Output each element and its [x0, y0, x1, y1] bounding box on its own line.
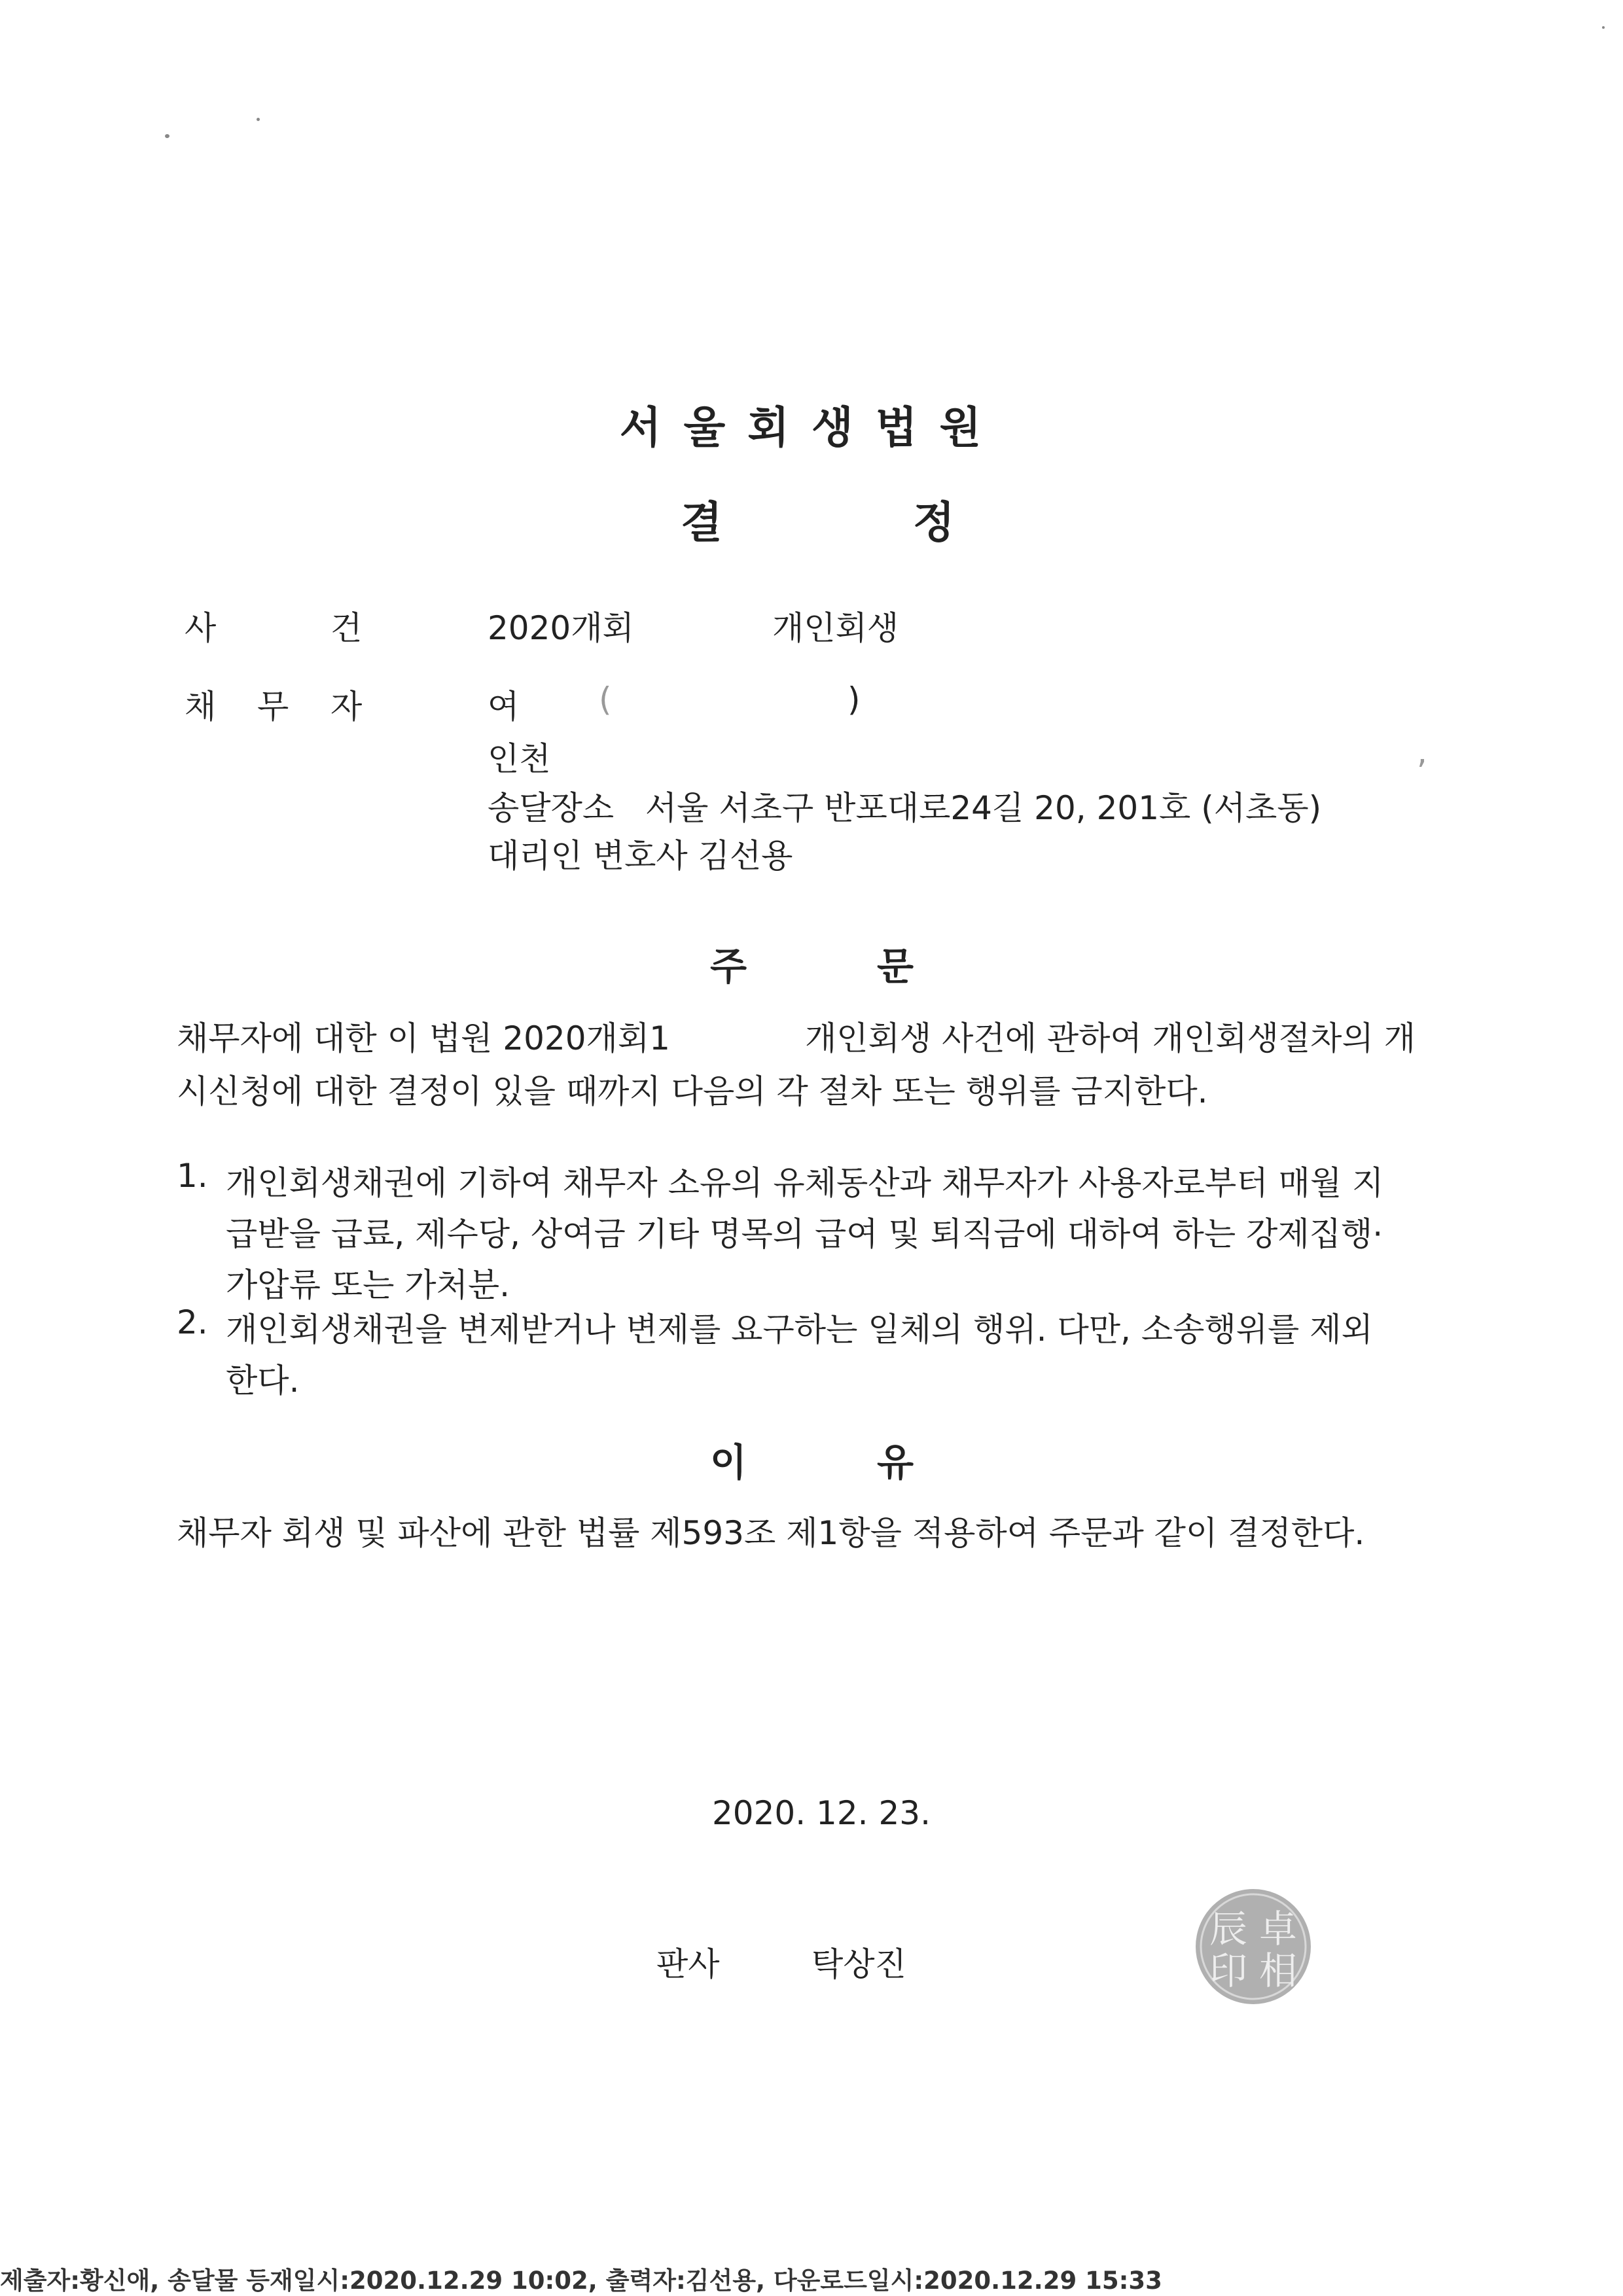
judge-name: 탁상진 [812, 1945, 906, 1983]
debtor-label-1: 채 [185, 688, 217, 726]
order-item-number: 1. [177, 1157, 208, 1195]
seal-char: 卓 [1258, 1907, 1298, 1951]
debtor-label-3: 자 [330, 688, 363, 726]
judge-title: 판사 [656, 1945, 720, 1983]
order-item-line: 개인회생채권에 기하여 채무자 소유의 유체동산과 채무자가 사용자로부터 매월 지 [226, 1164, 1384, 1202]
scan-speck [257, 118, 260, 121]
case-number: 2020개회 [488, 609, 634, 647]
order-item-line: 한다. [226, 1362, 300, 1400]
reason-title-right: 유 [877, 1440, 914, 1485]
debtor-address: 인천 [488, 740, 551, 778]
decision-date: 2020. 12. 23. [712, 1794, 931, 1832]
order-title-left: 주 [710, 944, 747, 989]
scan-speck [1602, 26, 1605, 29]
case-label-1: 사 [185, 609, 217, 647]
order-paragraph-line1b: 개인회생 사건에 관하여 개인회생절차의 개 [805, 1019, 1416, 1057]
seal-char: 辰 [1209, 1907, 1248, 1951]
order-paragraph-line2: 시신청에 대한 결정이 있을 때까지 다음의 각 절차 또는 행위를 금지한다. [177, 1072, 1208, 1110]
debtor-label-2: 무 [257, 688, 289, 726]
seal-char: 印 [1209, 1949, 1248, 1993]
debtor-name-open-paren: ( [599, 680, 612, 718]
order-item-line: 개인회생채권을 변제받거나 변제를 요구하는 일체의 행위. 다만, 소송행위를 제외 [226, 1311, 1373, 1349]
debtor-agent: 대리인 변호사 김선용 [488, 837, 793, 875]
debtor-name-close-paren: ) [847, 680, 861, 718]
order-title-right: 문 [877, 944, 914, 989]
seal-char: 相 [1258, 1949, 1298, 1993]
reason-title-left: 이 [710, 1440, 747, 1485]
footer-metadata: 제출자:황신애, 송달물 등재일시:2020.12.29 10:02, 출력자:김선용, 다운로드일시:2020.12.29 15:33 [0, 2267, 1162, 2295]
order-item-line: 급받을 급료, 제수당, 상여금 기타 명목의 급여 및 퇴직금에 대하여 하는 강제집행· [226, 1215, 1383, 1253]
case-type: 개인회생 [772, 609, 899, 647]
doc-type-left: 결 [681, 497, 722, 548]
scan-speck [165, 134, 169, 138]
court-name: 서울회생법원 [619, 402, 1004, 453]
case-label-2: 건 [330, 609, 363, 647]
order-item-number: 2. [177, 1303, 208, 1341]
delivery-address: 송달장소 서울 서초구 반포대로24길 20, 201호 (서초동) [488, 789, 1322, 827]
order-item-line: 가압류 또는 가처분. [226, 1266, 510, 1304]
order-paragraph-line1a: 채무자에 대한 이 법원 2020개회1 [177, 1019, 670, 1057]
debtor-name: 여 [488, 688, 520, 726]
reason-text: 채무자 회생 및 파산에 관한 법률 제593조 제1항을 적용하여 주문과 같이 결정한다. [177, 1514, 1365, 1552]
debtor-address-end: , [1417, 733, 1427, 771]
doc-type-right: 정 [913, 497, 955, 548]
judge-seal-icon [1191, 1884, 1315, 2009]
